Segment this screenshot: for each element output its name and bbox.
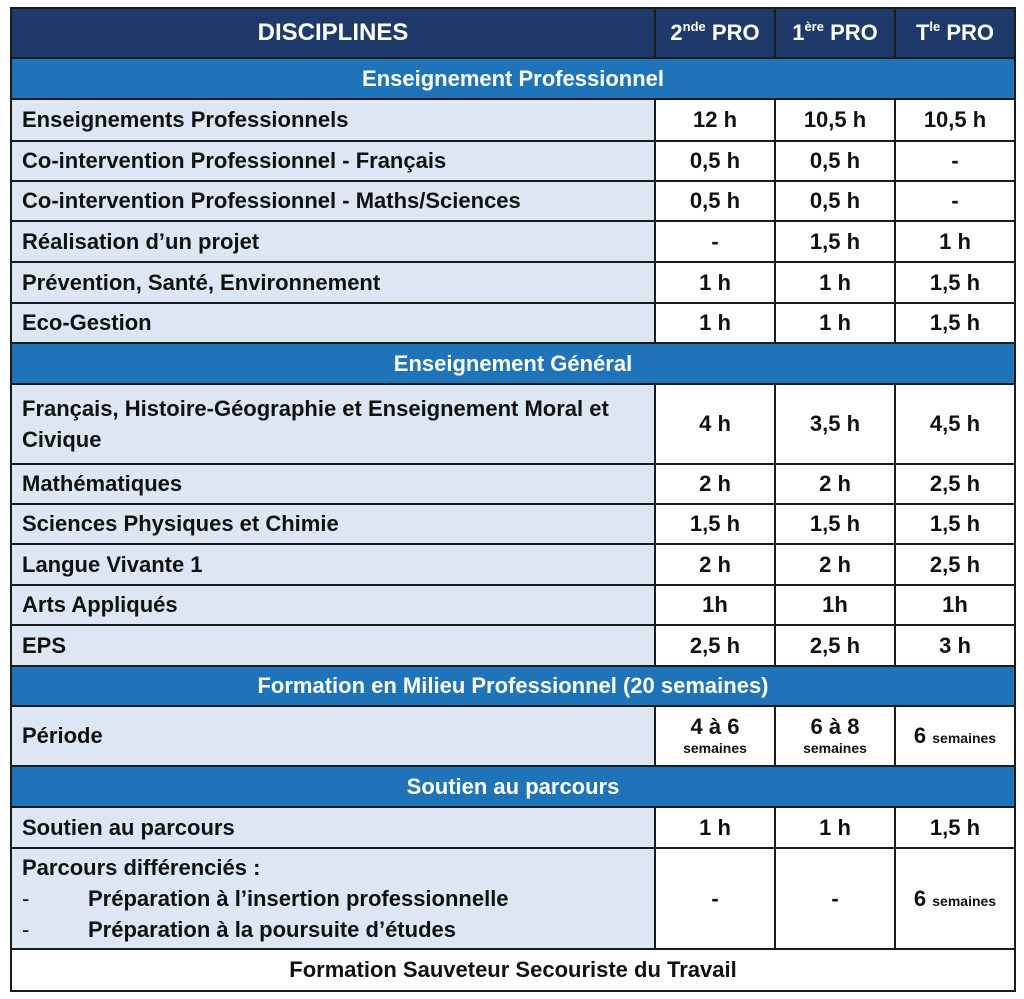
header-premiere-rest: PRO: [823, 20, 878, 45]
value-unit: semaines: [932, 730, 997, 746]
table-row: [11, 706, 1015, 766]
row-value: 10,5 h: [775, 99, 895, 141]
value-unit: semaines: [683, 740, 747, 756]
row-label-text: Parcours différenciés :: [22, 855, 261, 880]
section-title: Enseignement Professionnel: [11, 58, 1015, 99]
row-value: 1h: [895, 585, 1015, 625]
value-main: 6: [913, 723, 927, 748]
header-terminale-pro: [895, 8, 1015, 58]
row-value: 4,5 h: [895, 384, 1015, 464]
row-value: 1,5 h: [775, 221, 895, 262]
row-value: -: [655, 848, 775, 949]
value-main: 6: [913, 885, 927, 911]
table-row: [11, 544, 1015, 585]
row-value: 3,5 h: [775, 384, 895, 464]
table-row: [11, 384, 1015, 464]
section-title: Enseignement Général: [11, 343, 1015, 384]
row-label: Co-intervention Professionnel - Maths/Sciences: [11, 181, 655, 221]
schedule-table: [10, 7, 1016, 992]
header-seconde-num: 2: [670, 20, 683, 45]
row-value: 2,5 h: [775, 625, 895, 666]
table-row: [11, 504, 1015, 544]
header-terminale-rest: PRO: [940, 20, 995, 45]
row-label: Langue Vivante 1: [11, 544, 655, 585]
section-title: Soutien au parcours: [11, 766, 1015, 807]
table-row: [11, 303, 1015, 343]
row-value: 3 h: [895, 625, 1015, 666]
table-row: [11, 99, 1015, 141]
section-row: [11, 343, 1015, 384]
footer-row: [11, 949, 1015, 991]
bullet-dash: -: [22, 917, 30, 942]
row-value: 2 h: [775, 544, 895, 585]
row-label: Prévention, Santé, Environnement: [11, 262, 655, 303]
header-seconde-rest: PRO: [705, 20, 760, 45]
table-row: [11, 848, 1015, 949]
row-value: 10,5 h: [895, 99, 1015, 141]
header-disciplines: DISCIPLINES: [11, 8, 655, 58]
row-value: 2,5 h: [655, 625, 775, 666]
value-unit: semaines: [932, 892, 997, 909]
row-value: [895, 706, 1015, 766]
section-row: [11, 766, 1015, 807]
row-value: 12 h: [655, 99, 775, 141]
schedule-body: [11, 58, 1015, 949]
row-value: [775, 706, 895, 766]
header-premiere-pro: [775, 8, 895, 58]
bullet-text: Préparation à la poursuite d’études: [88, 917, 456, 942]
header-premiere-sup: ère: [804, 19, 824, 34]
row-value: 2,5 h: [895, 464, 1015, 504]
table-row: [11, 262, 1015, 303]
row-value: 1,5 h: [775, 504, 895, 544]
row-label: Soutien au parcours: [11, 807, 655, 848]
row-value: 1,5 h: [895, 807, 1015, 848]
row-value: 1,5 h: [895, 262, 1015, 303]
row-value: 0,5 h: [775, 181, 895, 221]
row-value: [655, 706, 775, 766]
bullet-dash: -: [22, 886, 30, 911]
bullet-item: [22, 883, 654, 914]
row-value: 0,5 h: [655, 181, 775, 221]
table-row: [11, 464, 1015, 504]
header-seconde-sup: nde: [682, 19, 706, 34]
row-value: 1h: [775, 585, 895, 625]
row-value: 1 h: [655, 262, 775, 303]
row-value: 0,5 h: [655, 141, 775, 181]
table-row: [11, 181, 1015, 221]
row-value: 2,5 h: [895, 544, 1015, 585]
row-value: 1 h: [655, 303, 775, 343]
row-value: 1 h: [775, 262, 895, 303]
table-row: [11, 807, 1015, 848]
row-value: 1,5 h: [895, 504, 1015, 544]
row-label: Mathématiques: [11, 464, 655, 504]
section-title: Formation en Milieu Professionnel (20 semaines): [11, 666, 1015, 706]
row-label: Eco-Gestion: [11, 303, 655, 343]
header-row: [11, 8, 1015, 58]
value-main: 4 à 6: [690, 714, 740, 739]
row-label: Sciences Physiques et Chimie: [11, 504, 655, 544]
header-terminale-sup: le: [929, 19, 941, 34]
bullet-item: [22, 914, 654, 945]
row-label: Enseignements Professionnels: [11, 99, 655, 141]
row-value: -: [895, 141, 1015, 181]
footer-formation-sst: Formation Sauveteur Secouriste du Travail: [11, 949, 1015, 991]
row-value: 1 h: [775, 807, 895, 848]
row-value: 2 h: [655, 464, 775, 504]
row-value: 1 h: [655, 807, 775, 848]
row-value: 1 h: [775, 303, 895, 343]
table-row: [11, 585, 1015, 625]
header-premiere-num: 1: [792, 20, 805, 45]
row-value: -: [775, 848, 895, 949]
row-label: Réalisation d’un projet: [11, 221, 655, 262]
schedule-table-wrapper: [10, 7, 1014, 992]
header-terminale-num: T: [915, 20, 930, 45]
section-row: [11, 58, 1015, 99]
row-value: 1,5 h: [895, 303, 1015, 343]
table-row: [11, 221, 1015, 262]
row-label: EPS: [11, 625, 655, 666]
row-value: 4 h: [655, 384, 775, 464]
row-label: Arts Appliqués: [11, 585, 655, 625]
row-label: Période: [11, 706, 655, 766]
row-value: -: [895, 181, 1015, 221]
row-value: 0,5 h: [775, 141, 895, 181]
row-label: Français, Histoire-Géographie et Enseignement Moral et Civique: [11, 384, 655, 464]
row-value: 2 h: [655, 544, 775, 585]
row-value: 1,5 h: [655, 504, 775, 544]
row-value: [895, 848, 1015, 949]
table-row: [11, 625, 1015, 666]
row-value: 1 h: [895, 221, 1015, 262]
bullet-text: Préparation à l’insertion professionnelle: [88, 886, 509, 911]
table-row: [11, 141, 1015, 181]
value-unit: semaines: [803, 740, 867, 756]
row-value: 1h: [655, 585, 775, 625]
row-label: Co-intervention Professionnel - Français: [11, 141, 655, 181]
row-label: [11, 848, 655, 949]
section-row: [11, 666, 1015, 706]
row-value: -: [655, 221, 775, 262]
value-main: 6 à 8: [810, 714, 860, 739]
header-seconde-pro: [655, 8, 775, 58]
row-value: 2 h: [775, 464, 895, 504]
